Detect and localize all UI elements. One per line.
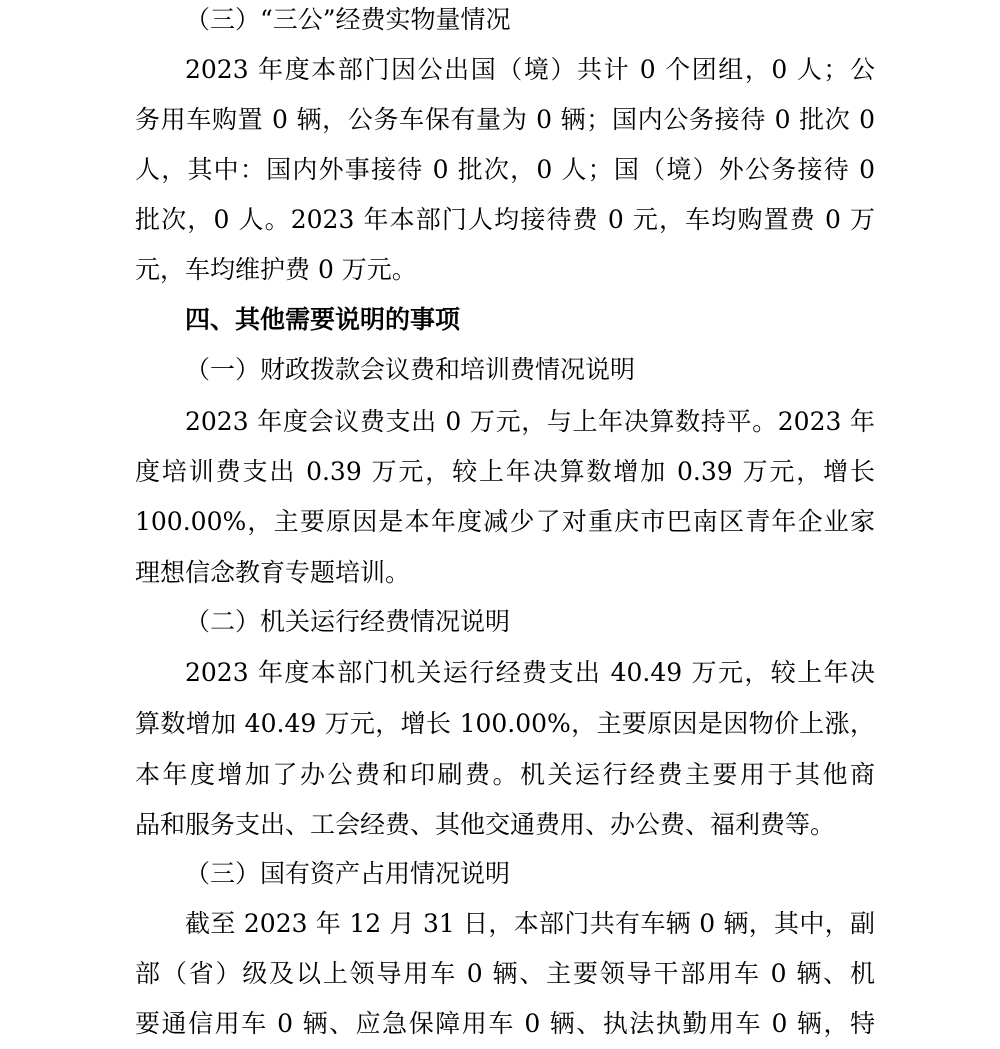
- paragraph-line: 2023 年度本部门因公出国（境）共计 0 个团组，0 人；公: [185, 55, 875, 84]
- subheading-meeting-training: （一）财政拨款会议费和培训费情况说明: [185, 355, 636, 384]
- paragraph-line: 本年度增加了办公费和印刷费。机关运行经费主要用于其他商: [135, 760, 875, 789]
- paragraph-line: 度培训费支出 0.39 万元，较上年决算数增加 0.39 万元，增长: [135, 457, 875, 486]
- subheading-san-gong-quantity: （三）“三公”经费实物量情况: [185, 5, 511, 34]
- subheading-state-assets: （三）国有资产占用情况说明: [185, 859, 511, 888]
- paragraph-line: 2023 年度会议费支出 0 万元，与上年决算数持平。2023 年: [185, 407, 875, 436]
- paragraph-line: 务用车购置 0 辆，公务车保有量为 0 辆；国内公务接待 0 批次 0: [135, 105, 875, 134]
- paragraph-line: 2023 年度本部门机关运行经费支出 40.49 万元，较上年决: [185, 658, 875, 687]
- paragraph-line: 人，其中：国内外事接待 0 批次，0 人；国（境）外公务接待 0: [135, 155, 875, 184]
- subheading-operating-expenses: （二）机关运行经费情况说明: [185, 607, 511, 636]
- paragraph-line: 算数增加 40.49 万元，增长 100.00%，主要原因是因物价上涨，: [135, 709, 875, 738]
- paragraph-line: 理想信念教育专题培训。: [135, 558, 411, 587]
- paragraph-line: 要通信用车 0 辆、应急保障用车 0 辆、执法执勤用车 0 辆，特: [135, 1009, 875, 1038]
- paragraph-line: 100.00%，主要原因是本年度减少了对重庆市巴南区青年企业家: [135, 507, 875, 536]
- paragraph-line: 元，车均维护费 0 万元。: [135, 255, 417, 284]
- paragraph-line: 批次，0 人。2023 年本部门人均接待费 0 元，车均购置费 0 万: [135, 205, 875, 234]
- paragraph-line: 品和服务支出、工会经费、其他交通费用、办公费、福利费等。: [135, 810, 836, 839]
- section-heading-other-matters: 四、其他需要说明的事项: [185, 305, 461, 334]
- paragraph-line: 截至 2023 年 12 月 31 日，本部门共有车辆 0 辆，其中，副: [185, 909, 875, 938]
- paragraph-line: 部（省）级及以上领导用车 0 辆、主要领导干部用车 0 辆、机: [135, 959, 875, 988]
